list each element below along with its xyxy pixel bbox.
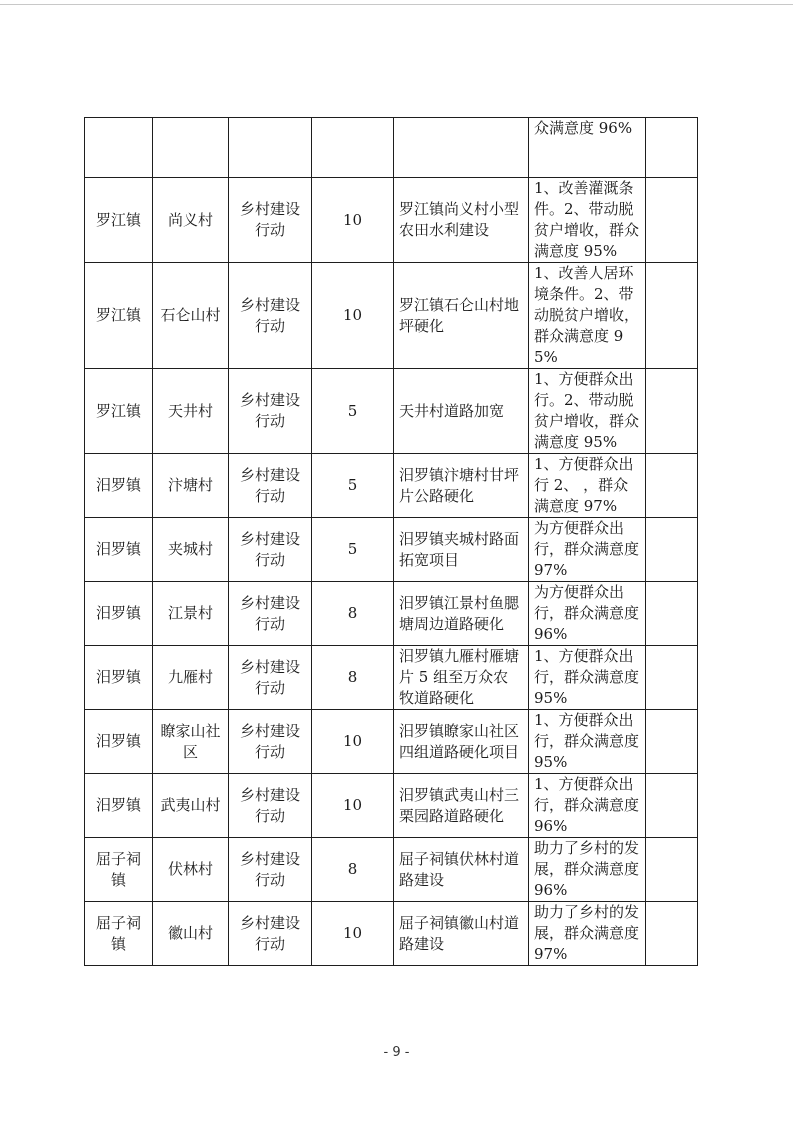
category-cell: 乡村建设行动 <box>229 902 312 966</box>
amount-cell: 10 <box>312 263 394 369</box>
table-row <box>85 710 698 774</box>
amount-cell: 8 <box>312 646 394 710</box>
amount-cell: 10 <box>312 902 394 966</box>
amount-cell: 8 <box>312 838 394 902</box>
note-cell <box>646 454 698 518</box>
town-cell: 汨罗镇 <box>85 518 153 582</box>
note-cell <box>646 263 698 369</box>
note-cell <box>646 518 698 582</box>
benefit-cell: 1、方便群众出行。2、带动脱贫户增收，群众满意度 95% <box>529 369 646 454</box>
category-cell: 乡村建设行动 <box>229 710 312 774</box>
page-top-border <box>0 4 793 5</box>
village-cell: 夹城村 <box>153 518 229 582</box>
town-cell: 罗江镇 <box>85 369 153 454</box>
note-cell <box>646 646 698 710</box>
project-cell: 屈子祠镇伏林村道路建设 <box>394 838 529 902</box>
category-cell: 乡村建设行动 <box>229 369 312 454</box>
project-cell: 汨罗镇夹城村路面拓宽项目 <box>394 518 529 582</box>
village-cell: 汴塘村 <box>153 454 229 518</box>
table-row <box>85 582 698 646</box>
amount-cell: 10 <box>312 710 394 774</box>
amount-cell: 10 <box>312 774 394 838</box>
benefit-cell: 为方便群众出行，群众满意度 96% <box>529 582 646 646</box>
village-cell: 武夷山村 <box>153 774 229 838</box>
amount-cell: 8 <box>312 582 394 646</box>
village-cell <box>153 118 229 178</box>
amount-cell: 5 <box>312 454 394 518</box>
benefit-cell: 1、方便群众出行，群众满意度 96% <box>529 774 646 838</box>
village-cell: 江景村 <box>153 582 229 646</box>
amount-cell <box>312 118 394 178</box>
amount-cell: 5 <box>312 518 394 582</box>
table-row <box>85 902 698 966</box>
amount-cell: 5 <box>312 369 394 454</box>
town-cell: 汨罗镇 <box>85 646 153 710</box>
category-cell <box>229 118 312 178</box>
benefit-cell: 1、方便群众出行，群众满意度 95% <box>529 646 646 710</box>
project-cell: 汨罗镇武夷山村三栗园路道路硬化 <box>394 774 529 838</box>
table-row <box>85 263 698 369</box>
benefit-cell: 1、方便群众出行，群众满意度 95% <box>529 710 646 774</box>
project-cell: 天井村道路加宽 <box>394 369 529 454</box>
note-cell <box>646 838 698 902</box>
village-cell: 瞭家山社区 <box>153 710 229 774</box>
project-cell: 汨罗镇瞭家山社区四组道路硬化项目 <box>394 710 529 774</box>
town-cell: 汨罗镇 <box>85 454 153 518</box>
table-row <box>85 118 698 178</box>
benefit-cell: 1、方便群众出行 2、 ，群众满意度 97% <box>529 454 646 518</box>
table-row <box>85 838 698 902</box>
town-cell <box>85 118 153 178</box>
village-cell: 尚义村 <box>153 178 229 263</box>
amount-cell: 10 <box>312 178 394 263</box>
category-cell: 乡村建设行动 <box>229 178 312 263</box>
project-cell: 屈子祠镇徽山村道路建设 <box>394 902 529 966</box>
town-cell: 汨罗镇 <box>85 710 153 774</box>
village-cell: 石仑山村 <box>153 263 229 369</box>
table-row <box>85 369 698 454</box>
town-cell: 汨罗镇 <box>85 582 153 646</box>
table-row <box>85 774 698 838</box>
category-cell: 乡村建设行动 <box>229 263 312 369</box>
category-cell: 乡村建设行动 <box>229 582 312 646</box>
town-cell: 屈子祠镇 <box>85 902 153 966</box>
project-cell: 汨罗镇汴塘村甘坪片公路硬化 <box>394 454 529 518</box>
village-cell: 伏林村 <box>153 838 229 902</box>
village-cell: 徽山村 <box>153 902 229 966</box>
benefit-cell: 众满意度 96% <box>529 118 646 178</box>
project-cell <box>394 118 529 178</box>
project-cell: 汨罗镇九雁村雁塘片 5 组至万众农牧道路硬化 <box>394 646 529 710</box>
village-cell: 天井村 <box>153 369 229 454</box>
benefit-cell: 助力了乡村的发展，群众满意度 97% <box>529 902 646 966</box>
table-row <box>85 454 698 518</box>
note-cell <box>646 710 698 774</box>
category-cell: 乡村建设行动 <box>229 518 312 582</box>
town-cell: 汨罗镇 <box>85 774 153 838</box>
benefit-cell: 助力了乡村的发展，群众满意度 96% <box>529 838 646 902</box>
benefit-cell: 1、改善灌溉条件。2、带动脱贫户增收，群众满意度 95% <box>529 178 646 263</box>
project-cell: 罗江镇尚义村小型农田水利建设 <box>394 178 529 263</box>
note-cell <box>646 582 698 646</box>
village-cell: 九雁村 <box>153 646 229 710</box>
project-cell: 汨罗镇江景村鱼腮塘周边道路硬化 <box>394 582 529 646</box>
category-cell: 乡村建设行动 <box>229 454 312 518</box>
benefit-cell: 为方便群众出行，群众满意度 97% <box>529 518 646 582</box>
table-row <box>85 178 698 263</box>
table-row <box>85 646 698 710</box>
category-cell: 乡村建设行动 <box>229 646 312 710</box>
town-cell: 罗江镇 <box>85 263 153 369</box>
town-cell: 屈子祠镇 <box>85 838 153 902</box>
note-cell <box>646 369 698 454</box>
table-row <box>85 518 698 582</box>
note-cell <box>646 178 698 263</box>
category-cell: 乡村建设行动 <box>229 774 312 838</box>
town-cell: 罗江镇 <box>85 178 153 263</box>
project-cell: 罗江镇石仑山村地坪硬化 <box>394 263 529 369</box>
page-number: - 9 - <box>383 1045 410 1060</box>
category-cell: 乡村建设行动 <box>229 838 312 902</box>
note-cell <box>646 902 698 966</box>
project-table <box>84 117 698 966</box>
benefit-cell: 1、改善人居环境条件。2、带动脱贫户增收，群众满意度 95% <box>529 263 646 369</box>
note-cell <box>646 774 698 838</box>
note-cell <box>646 118 698 178</box>
